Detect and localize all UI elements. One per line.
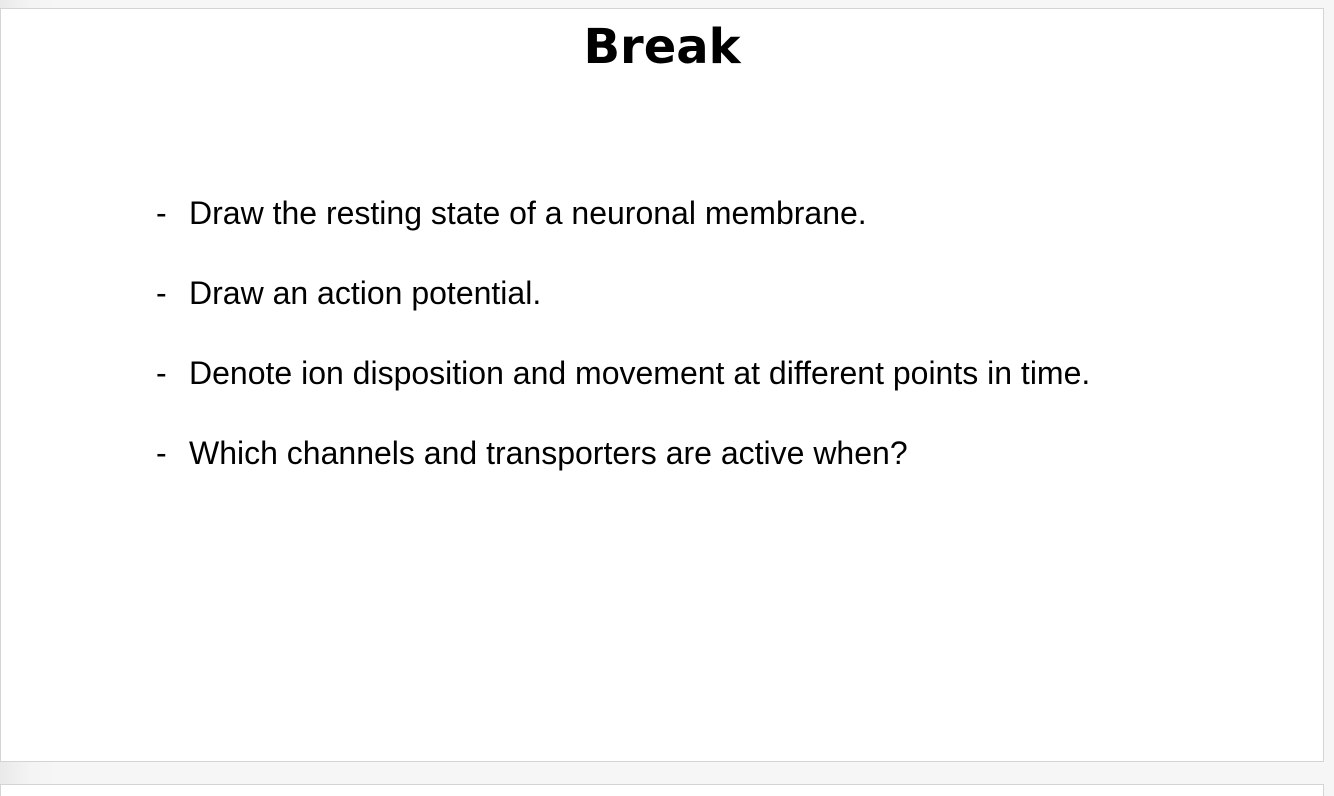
bullet-dash: -: [156, 275, 167, 311]
list-item: [156, 275, 1090, 355]
bullet-dash: -: [156, 355, 167, 391]
bullet-text: Draw an action potential.: [189, 275, 542, 311]
slide-title: Break: [583, 19, 741, 75]
next-slide-page[interactable]: [0, 784, 1324, 796]
bullet-text: Draw the resting state of a neuronal membrane.: [189, 195, 867, 231]
bullet-text: Denote ion disposition and movement at different points in time.: [189, 355, 1091, 391]
bullet-list: [156, 195, 1090, 515]
bullet-text: Which channels and transporters are active when?: [189, 435, 908, 471]
bullet-dash: -: [156, 195, 167, 231]
list-item: [156, 355, 1090, 435]
list-item: [156, 195, 1090, 275]
slide-page: [0, 8, 1324, 762]
list-item: [156, 435, 1090, 515]
bullet-dash: -: [156, 435, 167, 471]
